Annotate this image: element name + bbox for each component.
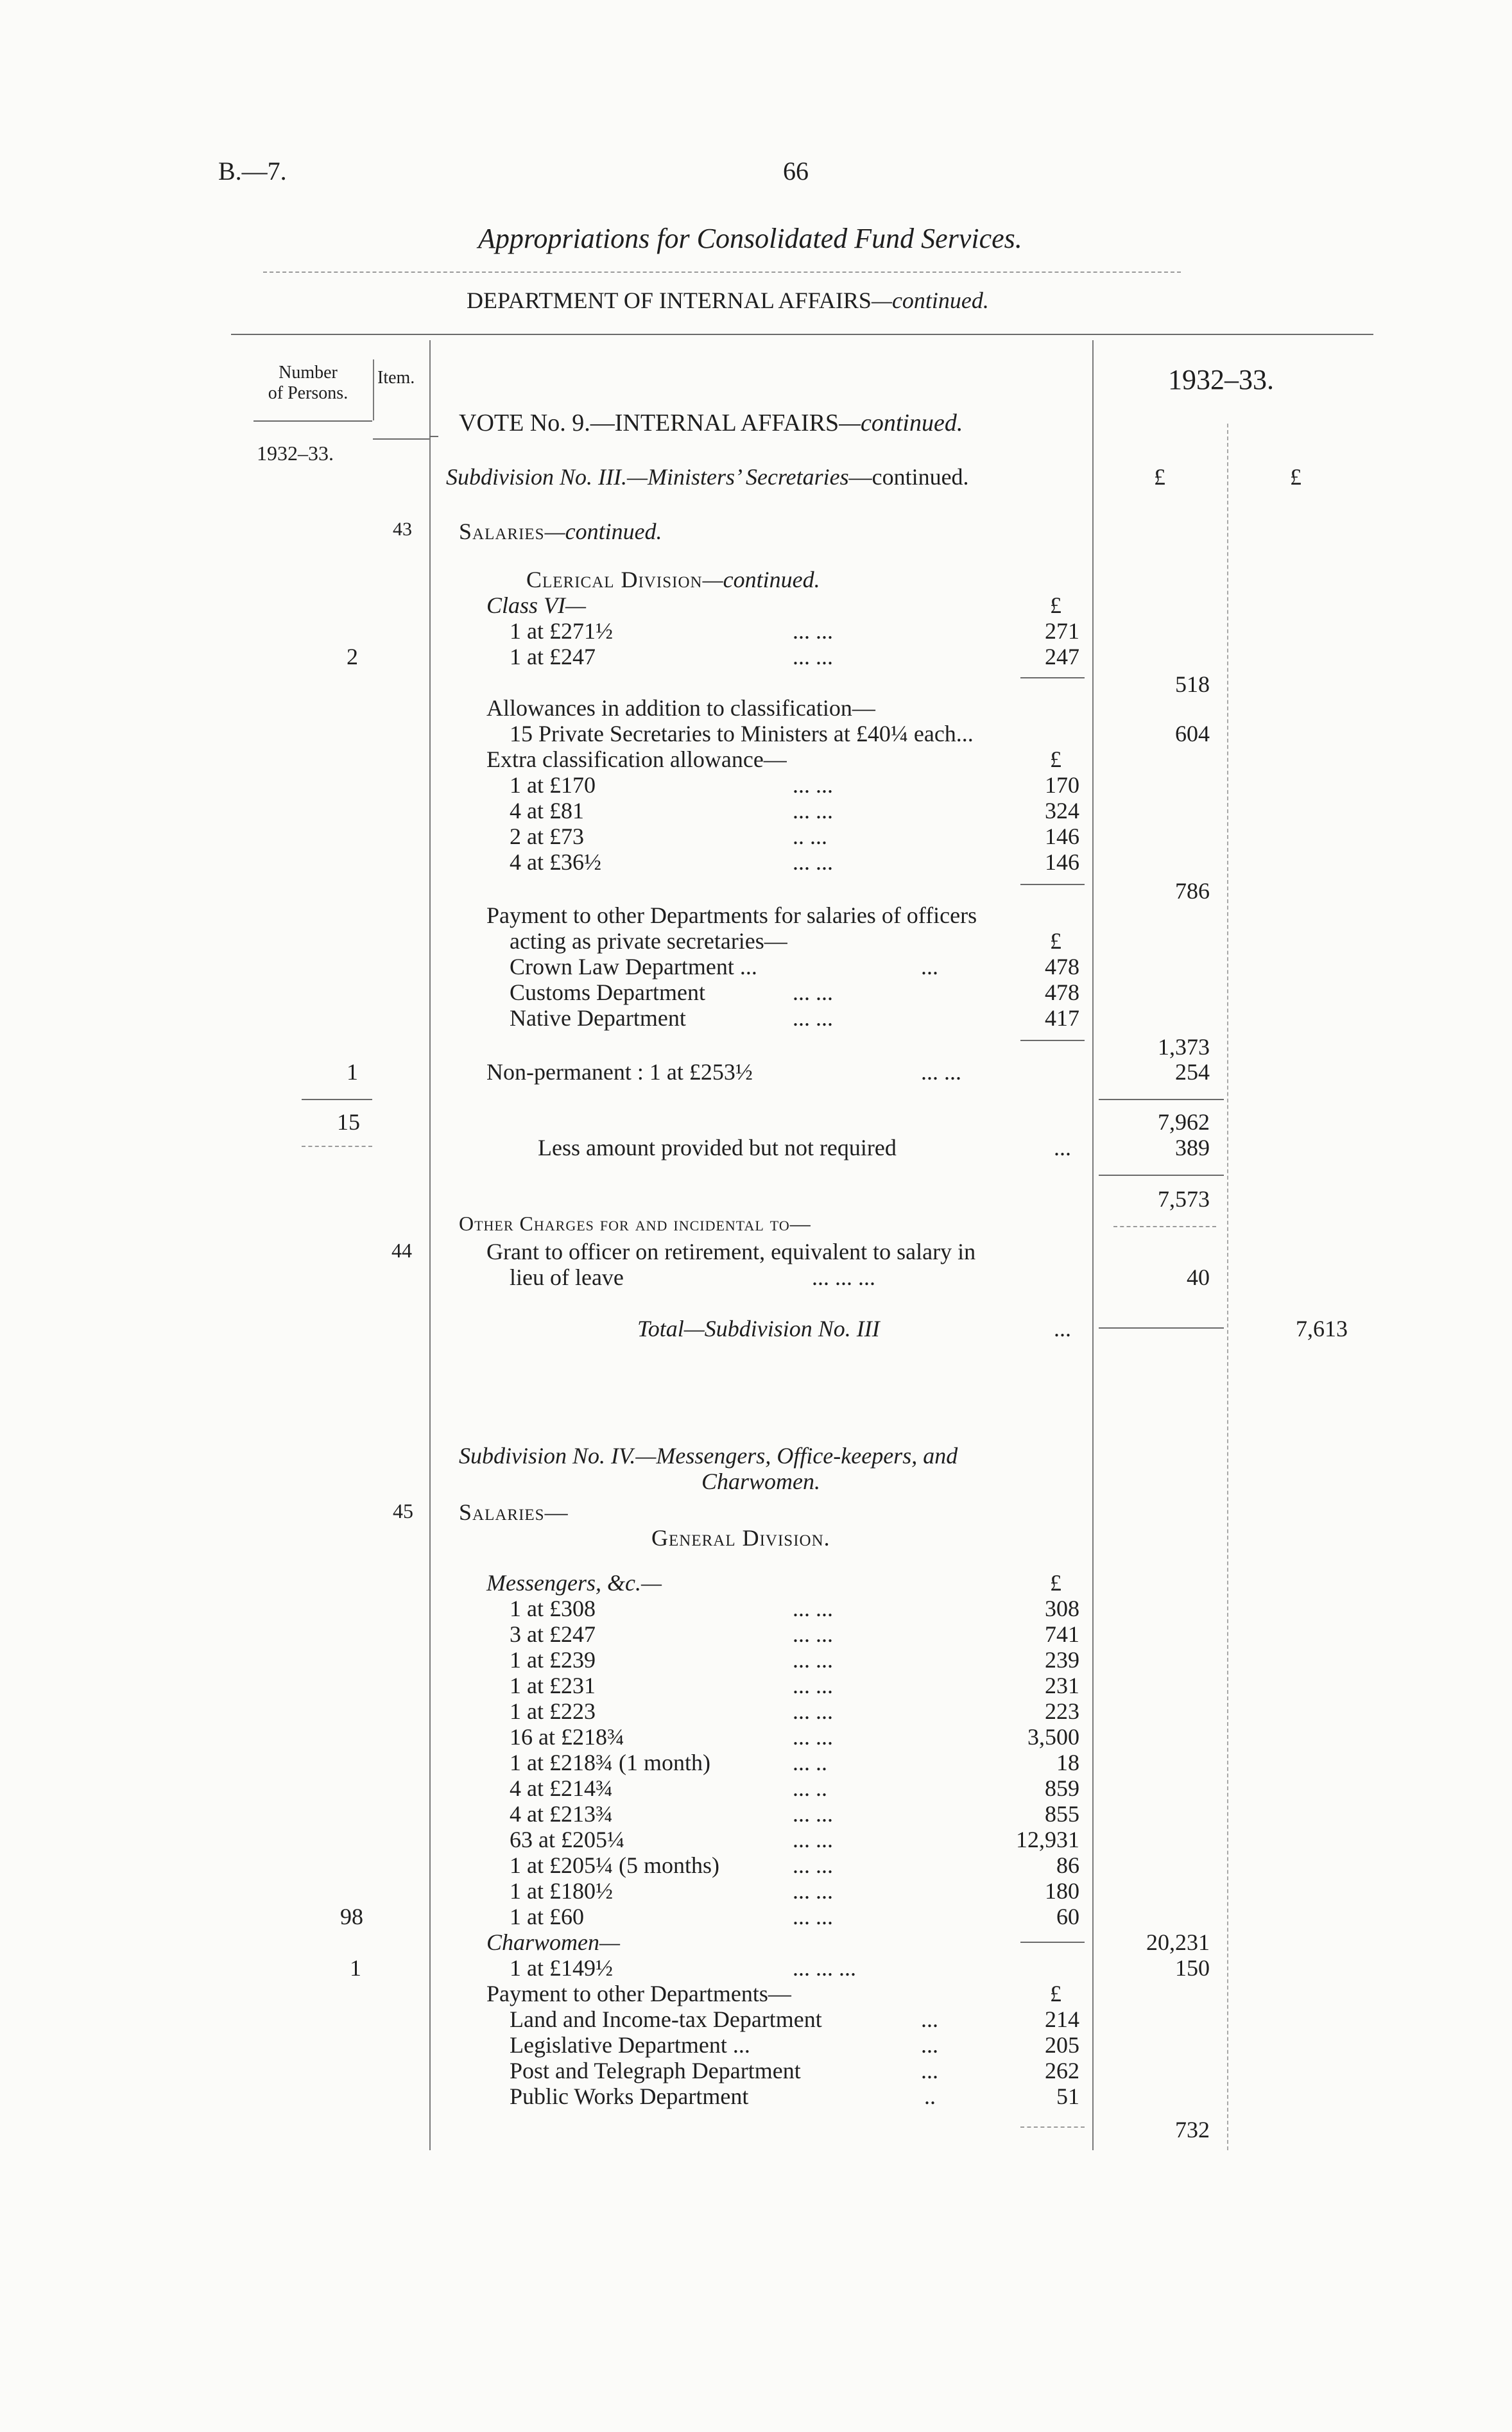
total-subdivision-iii-value: 7,613 <box>1296 1316 1348 1341</box>
messenger-row-label: 1 at £223 <box>510 1698 596 1724</box>
class-vi-persons: 2 <box>347 644 358 669</box>
payment-row-value: 478 <box>1045 954 1079 979</box>
class-vi-pound: £ <box>1050 592 1061 618</box>
vote-left-rule <box>429 436 438 437</box>
payment-row-label: Crown Law Department ... <box>510 954 757 979</box>
messenger-row-label: 1 at £60 <box>510 1904 584 1929</box>
messenger-row-value: 180 <box>1045 1878 1079 1904</box>
less-not-required-label: Less amount provided but not required <box>538 1135 897 1160</box>
year-right-header: 1932–33. <box>1168 364 1274 395</box>
retirement-grant-line2: lieu of leave <box>510 1264 624 1290</box>
year-left-header: 1932–33. <box>257 442 334 465</box>
messenger-row-value: 855 <box>1045 1801 1079 1827</box>
extra-allowance-row-value: 146 <box>1045 824 1079 849</box>
allowances-value: 604 <box>1175 721 1210 746</box>
messenger-row-label: 1 at £218¾ (1 month) <box>510 1750 710 1775</box>
extra-allowance-heading: Extra classification allowance— <box>486 746 787 772</box>
extra-allowance-pound: £ <box>1050 746 1061 772</box>
charwomen-persons: 1 <box>350 1955 361 1981</box>
extra-allowance-row-dots: ... ... <box>793 849 833 875</box>
payment-iv-total: 732 <box>1175 2117 1210 2143</box>
extra-allowance-row-label: 1 at £170 <box>510 772 596 798</box>
messenger-row-label: 1 at £231 <box>510 1673 596 1698</box>
extra-allowance-row-label: 4 at £81 <box>510 798 584 824</box>
messenger-row-dots: ... ... <box>793 1596 833 1621</box>
item-column-rule <box>429 340 431 2150</box>
payment-iv-row-label: Public Works Department <box>510 2083 749 2109</box>
total-subdivision-iii-label: Total—Subdivision No. III <box>637 1316 880 1341</box>
title-rule <box>263 272 1181 273</box>
messenger-row-value: 308 <box>1045 1596 1079 1621</box>
clerical-division-heading: Clerical Division—continued. <box>526 567 820 592</box>
page-number: 66 <box>783 157 809 185</box>
payment-iv-row-label: Post and Telegraph Department <box>510 2058 801 2083</box>
subtotal-rule <box>1099 1099 1224 1100</box>
payment-iv-row-value: 51 <box>1056 2083 1079 2109</box>
net-salaries-value: 7,573 <box>1158 1186 1210 1212</box>
other-charges-item-number: 44 <box>391 1239 412 1262</box>
private-secretaries-allowance: 15 Private Secretaries to Ministers at £40¼ each... <box>510 721 974 746</box>
messenger-row-label: 4 at £213¾ <box>510 1801 613 1827</box>
extra-allowance-row-label: 2 at £73 <box>510 824 584 849</box>
payment-row-label: Customs Department <box>510 979 705 1005</box>
less-not-required-dots: ... <box>1054 1135 1071 1160</box>
messenger-row-dots: ... ... <box>793 1647 833 1673</box>
less-not-required-value: 389 <box>1175 1135 1210 1160</box>
messenger-row-label: 4 at £214¾ <box>510 1775 613 1801</box>
payment-row-dots: ... ... <box>793 979 833 1005</box>
payment-iv-row-value: 205 <box>1045 2032 1079 2058</box>
class-vi-row-label: 1 at £247 <box>510 644 596 669</box>
payment-pound: £ <box>1050 928 1061 954</box>
class-vi-row-dots: ... ... <box>793 644 833 669</box>
non-permanent-value: 254 <box>1175 1059 1210 1085</box>
total-subdivision-iii-rule <box>1099 1327 1224 1329</box>
messenger-row-dots: ... ... <box>793 1878 833 1904</box>
messenger-row-value: 18 <box>1056 1750 1079 1775</box>
non-permanent-persons: 1 <box>347 1059 358 1085</box>
extra-allowance-row-dots: ... ... <box>793 798 833 824</box>
payment-heading-line2: acting as private secretaries— <box>510 928 787 954</box>
subdivision-iv-item-number: 45 <box>393 1499 413 1522</box>
messenger-row-dots: ... ... <box>793 1852 833 1878</box>
messenger-row-value: 741 <box>1045 1621 1079 1647</box>
extra-allowance-row-value: 146 <box>1045 849 1079 875</box>
payment-iv-row-value: 262 <box>1045 2058 1079 2083</box>
class-vi-label: Class VI— <box>486 592 587 618</box>
class-vi-total-rule <box>1020 677 1085 678</box>
pound-header-1: £ <box>1154 464 1165 490</box>
payment-iv-row-dots: ... <box>921 2006 938 2032</box>
messenger-row-value: 223 <box>1045 1698 1079 1724</box>
retirement-grant-dots: ... ... ... <box>812 1264 875 1290</box>
messenger-row-label: 63 at £205¼ <box>510 1827 624 1852</box>
charwomen-row-label: 1 at £149½ <box>510 1955 613 1981</box>
messenger-row-dots: ... ... <box>793 1801 833 1827</box>
total-subdivision-iii-dots: ... <box>1054 1316 1071 1341</box>
messenger-row-dots: ... ... <box>793 1724 833 1750</box>
charwomen-row-dots: ... ... ... <box>793 1955 856 1981</box>
extra-allowance-total-rule <box>1020 884 1085 885</box>
payment-iv-row-label: Legislative Department ... <box>510 2032 750 2058</box>
messenger-row-dots: ... .. <box>793 1750 827 1775</box>
allowances-heading: Allowances in addition to classification— <box>486 695 875 721</box>
retirement-grant-value: 40 <box>1187 1264 1210 1290</box>
messenger-row-dots: ... ... <box>793 1621 833 1647</box>
charwomen-value: 150 <box>1175 1955 1210 1981</box>
messenger-row-value: 239 <box>1045 1647 1079 1673</box>
messenger-row-label: 1 at £180½ <box>510 1878 613 1904</box>
messenger-row-label: 3 at £247 <box>510 1621 596 1647</box>
messenger-row-value: 859 <box>1045 1775 1079 1801</box>
class-vi-row-label: 1 at £271½ <box>510 618 613 644</box>
payment-iv-row-value: 214 <box>1045 2006 1079 2032</box>
class-vi-row-value: 271 <box>1045 618 1079 644</box>
messenger-row-label: 1 at £239 <box>510 1647 596 1673</box>
table-top-rule <box>231 334 1373 335</box>
payment-total: 1,373 <box>1158 1034 1210 1060</box>
payment-total-rule <box>1020 1040 1085 1041</box>
payment-row-value: 417 <box>1045 1005 1079 1031</box>
persons-subtotal-bottom-rule <box>302 1146 372 1147</box>
messenger-row-dots: ... ... <box>793 1904 833 1929</box>
messengers-persons: 98 <box>340 1904 363 1929</box>
salaries-item-number: 43 <box>393 519 412 540</box>
messenger-row-value: 231 <box>1045 1673 1079 1698</box>
messengers-pound: £ <box>1050 1570 1061 1596</box>
general-division-heading: General Division. <box>651 1525 830 1551</box>
messenger-row-label: 1 at £205¼ (5 months) <box>510 1852 719 1878</box>
messengers-heading: Messengers, &c.— <box>486 1570 662 1596</box>
number-of-persons-header: Number of Persons. <box>268 363 348 404</box>
messenger-row-value: 3,500 <box>1027 1724 1079 1750</box>
class-vi-total: 518 <box>1175 671 1210 697</box>
payment-iv-total-rule <box>1020 2126 1085 2128</box>
page-ref: B.—7. <box>218 157 287 185</box>
vote-heading: VOTE No. 9.—INTERNAL AFFAIRS—continued. <box>459 410 963 436</box>
non-permanent-label: Non-permanent : 1 at £253½ <box>486 1059 753 1085</box>
messenger-row-dots: ... .. <box>793 1775 827 1801</box>
subtotal-value: 7,962 <box>1158 1109 1210 1135</box>
payment-iv-pound: £ <box>1050 1981 1061 2006</box>
department-heading: DEPARTMENT OF INTERNAL AFFAIRS—continued. <box>467 288 989 313</box>
payment-row-label: Native Department <box>510 1005 686 1031</box>
messenger-row-dots: ... ... <box>793 1673 833 1698</box>
extra-allowance-row-label: 4 at £36½ <box>510 849 601 875</box>
messenger-row-label: 1 at £308 <box>510 1596 596 1621</box>
payment-heading-line1: Payment to other Departments for salaries of officers <box>486 902 977 928</box>
page-title: Appropriations for Consolidated Fund Services. <box>478 223 1022 254</box>
extra-allowance-row-dots: .. ... <box>793 824 827 849</box>
item-header: Item. <box>377 368 415 388</box>
persons-subtotal-rule <box>302 1099 372 1100</box>
non-permanent-dots: ... ... <box>921 1059 961 1085</box>
amount-column-rule <box>1092 340 1094 2150</box>
pound-column-rule <box>1227 424 1228 2150</box>
pound-header-2: £ <box>1290 464 1302 490</box>
extra-allowance-row-value: 324 <box>1045 798 1079 824</box>
salaries-heading: Salaries—continued. <box>459 519 662 544</box>
messenger-row-label: 16 at £218¾ <box>510 1724 624 1750</box>
other-charges-heading: Other Charges for and incidental to— <box>459 1212 811 1235</box>
other-charges-rule <box>1113 1226 1216 1227</box>
messenger-row-value: 86 <box>1056 1852 1079 1878</box>
messenger-row-dots: ... ... <box>793 1698 833 1724</box>
net-rule <box>1099 1175 1224 1176</box>
payment-row-value: 478 <box>1045 979 1079 1005</box>
payment-iv-heading: Payment to other Departments— <box>486 1981 791 2006</box>
subdivision-iii-title: Subdivision No. III.—Ministers’ Secretaries—continued. <box>446 464 969 490</box>
item-header-rule <box>373 438 429 440</box>
payment-iv-row-dots: .. <box>924 2083 936 2109</box>
extra-allowance-row-value: 170 <box>1045 772 1079 798</box>
subdivision-iv-salaries-heading: Salaries— <box>459 1499 569 1525</box>
messenger-row-value: 60 <box>1056 1904 1079 1929</box>
retirement-grant-line1: Grant to officer on retirement, equivalent to salary in <box>486 1239 976 1264</box>
persons-subtotal: 15 <box>337 1109 360 1135</box>
class-vi-row-dots: ... ... <box>793 618 833 644</box>
messengers-total: 20,231 <box>1146 1929 1210 1955</box>
messenger-row-value: 12,931 <box>1016 1827 1079 1852</box>
payment-iv-row-label: Land and Income-tax Department <box>510 2006 822 2032</box>
payment-row-dots: ... ... <box>793 1005 833 1031</box>
payment-iv-row-dots: ... <box>921 2058 938 2083</box>
extra-allowance-total: 786 <box>1175 878 1210 904</box>
charwomen-heading: Charwomen— <box>486 1929 621 1955</box>
extra-allowance-row-dots: ... ... <box>793 772 833 798</box>
payment-iv-row-dots: ... <box>921 2032 938 2058</box>
payment-row-dots: ... <box>921 954 938 979</box>
number-header-rule <box>253 420 372 422</box>
subdivision-iv-title-line1: Subdivision No. IV.—Messengers, Office-keepers, and <box>459 1443 958 1469</box>
messenger-row-dots: ... ... <box>793 1827 833 1852</box>
subdivision-iv-title-line2: Charwomen. <box>701 1469 821 1494</box>
messengers-total-rule <box>1020 1942 1085 1943</box>
header-divider <box>373 359 374 420</box>
class-vi-row-value: 247 <box>1045 644 1079 669</box>
